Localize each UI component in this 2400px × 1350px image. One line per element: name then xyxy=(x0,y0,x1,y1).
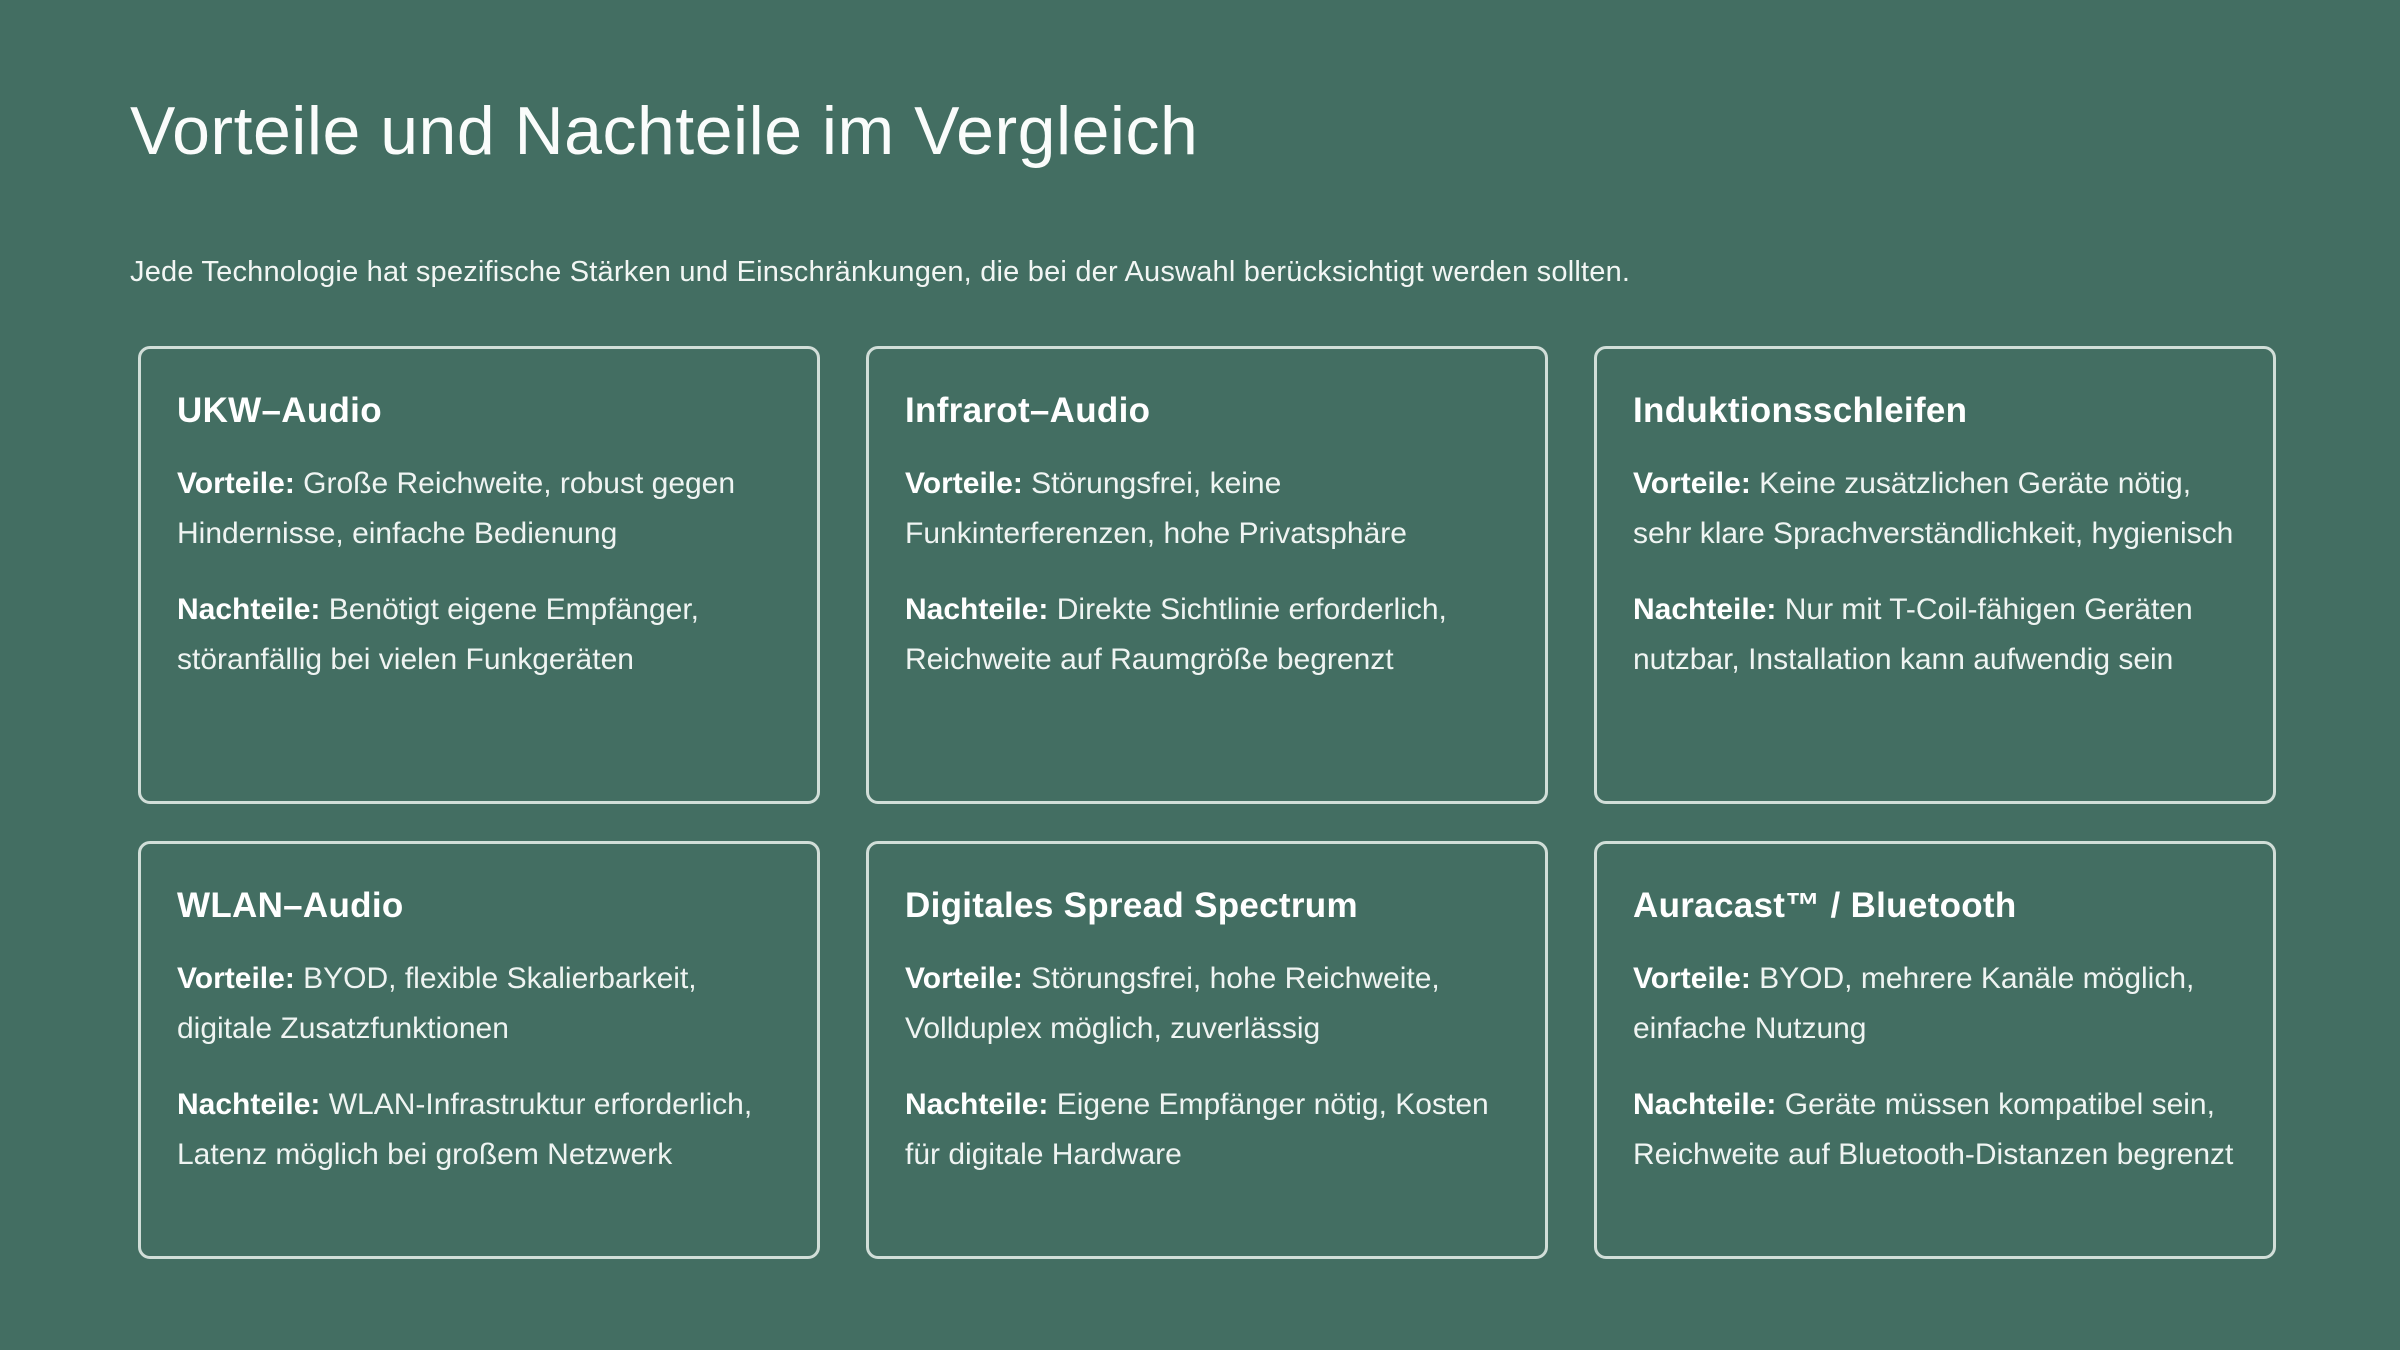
advantages-row xyxy=(1633,954,2237,1054)
card-title: Digitales Spread Spectrum xyxy=(905,886,1358,925)
card-infrarot-audio xyxy=(866,346,1548,804)
card-auracast-bluetooth xyxy=(1594,841,2276,1259)
disadvantages-row xyxy=(1633,585,2237,685)
cards-grid xyxy=(138,346,2276,1259)
disadvantages-text: Eigene Empfänger nötig, Kosten für digitale Hardware xyxy=(905,1088,1489,1171)
disadvantages-text: Geräte müssen kompatibel sein, Reichweite auf Bluetooth-Distanzen begrenzt xyxy=(1633,1088,2234,1171)
advantages-text: Große Reichweite, robust gegen Hindernisse, einfache Bedienung xyxy=(177,467,736,550)
advantages-text: Keine zusätzlichen Geräte nötig, sehr klare Sprachverständlichkeit, hygienisch xyxy=(1633,467,2234,550)
card-ukw-audio xyxy=(138,346,820,804)
advantages-label: Vorteile: xyxy=(1633,962,1751,995)
advantages-label: Vorteile: xyxy=(177,962,295,995)
card-title: Induktionsschleifen xyxy=(1633,391,1968,430)
advantages-row xyxy=(1633,459,2237,559)
advantages-label: Vorteile: xyxy=(905,962,1023,995)
disadvantages-label: Nachteile: xyxy=(1633,1088,1777,1121)
card-title: Auracast™ / Bluetooth xyxy=(1633,886,2017,925)
disadvantages-text: Direkte Sichtlinie erforderlich, Reichweite auf Raumgröße begrenzt xyxy=(905,593,1447,676)
card-title: Infrarot–Audio xyxy=(905,391,1151,430)
disadvantages-label: Nachteile: xyxy=(1633,593,1777,626)
advantages-row xyxy=(177,459,781,559)
card-wlan-audio xyxy=(138,841,820,1259)
card-title: UKW–Audio xyxy=(177,391,382,430)
card-digitales-spread-spectrum xyxy=(866,841,1548,1259)
disadvantages-label: Nachteile: xyxy=(905,593,1049,626)
advantages-text: BYOD, mehrere Kanäle möglich, einfache Nutzung xyxy=(1633,962,2195,1045)
disadvantages-label: Nachteile: xyxy=(177,1088,321,1121)
disadvantages-label: Nachteile: xyxy=(905,1088,1049,1121)
slide-subtitle: Jede Technologie hat spezifische Stärken und Einschränkungen, die bei der Auswahl berücksichtigt werden sollten. xyxy=(130,256,1631,288)
advantages-row xyxy=(177,954,781,1054)
advantages-text: Störungsfrei, keine Funkinterferenzen, hohe Privatsphäre xyxy=(905,467,1407,550)
advantages-row xyxy=(905,954,1509,1054)
disadvantages-row xyxy=(905,585,1509,685)
card-induktionsschleifen xyxy=(1594,346,2276,804)
advantages-text: Störungsfrei, hohe Reichweite, Vollduplex möglich, zuverlässig xyxy=(905,962,1440,1045)
disadvantages-row xyxy=(177,585,781,685)
disadvantages-row xyxy=(177,1080,781,1180)
advantages-text: BYOD, flexible Skalierbarkeit, digitale Zusatzfunktionen xyxy=(177,962,697,1045)
slide-title: Vorteile und Nachteile im Vergleich xyxy=(130,93,1199,169)
disadvantages-text: WLAN-Infrastruktur erforderlich, Latenz möglich bei großem Netzwerk xyxy=(177,1088,753,1171)
card-title: WLAN–Audio xyxy=(177,886,404,925)
disadvantages-row xyxy=(1633,1080,2237,1180)
disadvantages-text: Nur mit T-Coil-fähigen Geräten nutzbar, Installation kann aufwendig sein xyxy=(1633,593,2193,676)
advantages-label: Vorteile: xyxy=(177,467,295,500)
advantages-label: Vorteile: xyxy=(905,467,1023,500)
advantages-row xyxy=(905,459,1509,559)
disadvantages-row xyxy=(905,1080,1509,1180)
advantages-label: Vorteile: xyxy=(1633,467,1751,500)
disadvantages-label: Nachteile: xyxy=(177,593,321,626)
disadvantages-text: Benötigt eigene Empfänger, störanfällig bei vielen Funkgeräten xyxy=(177,593,700,676)
